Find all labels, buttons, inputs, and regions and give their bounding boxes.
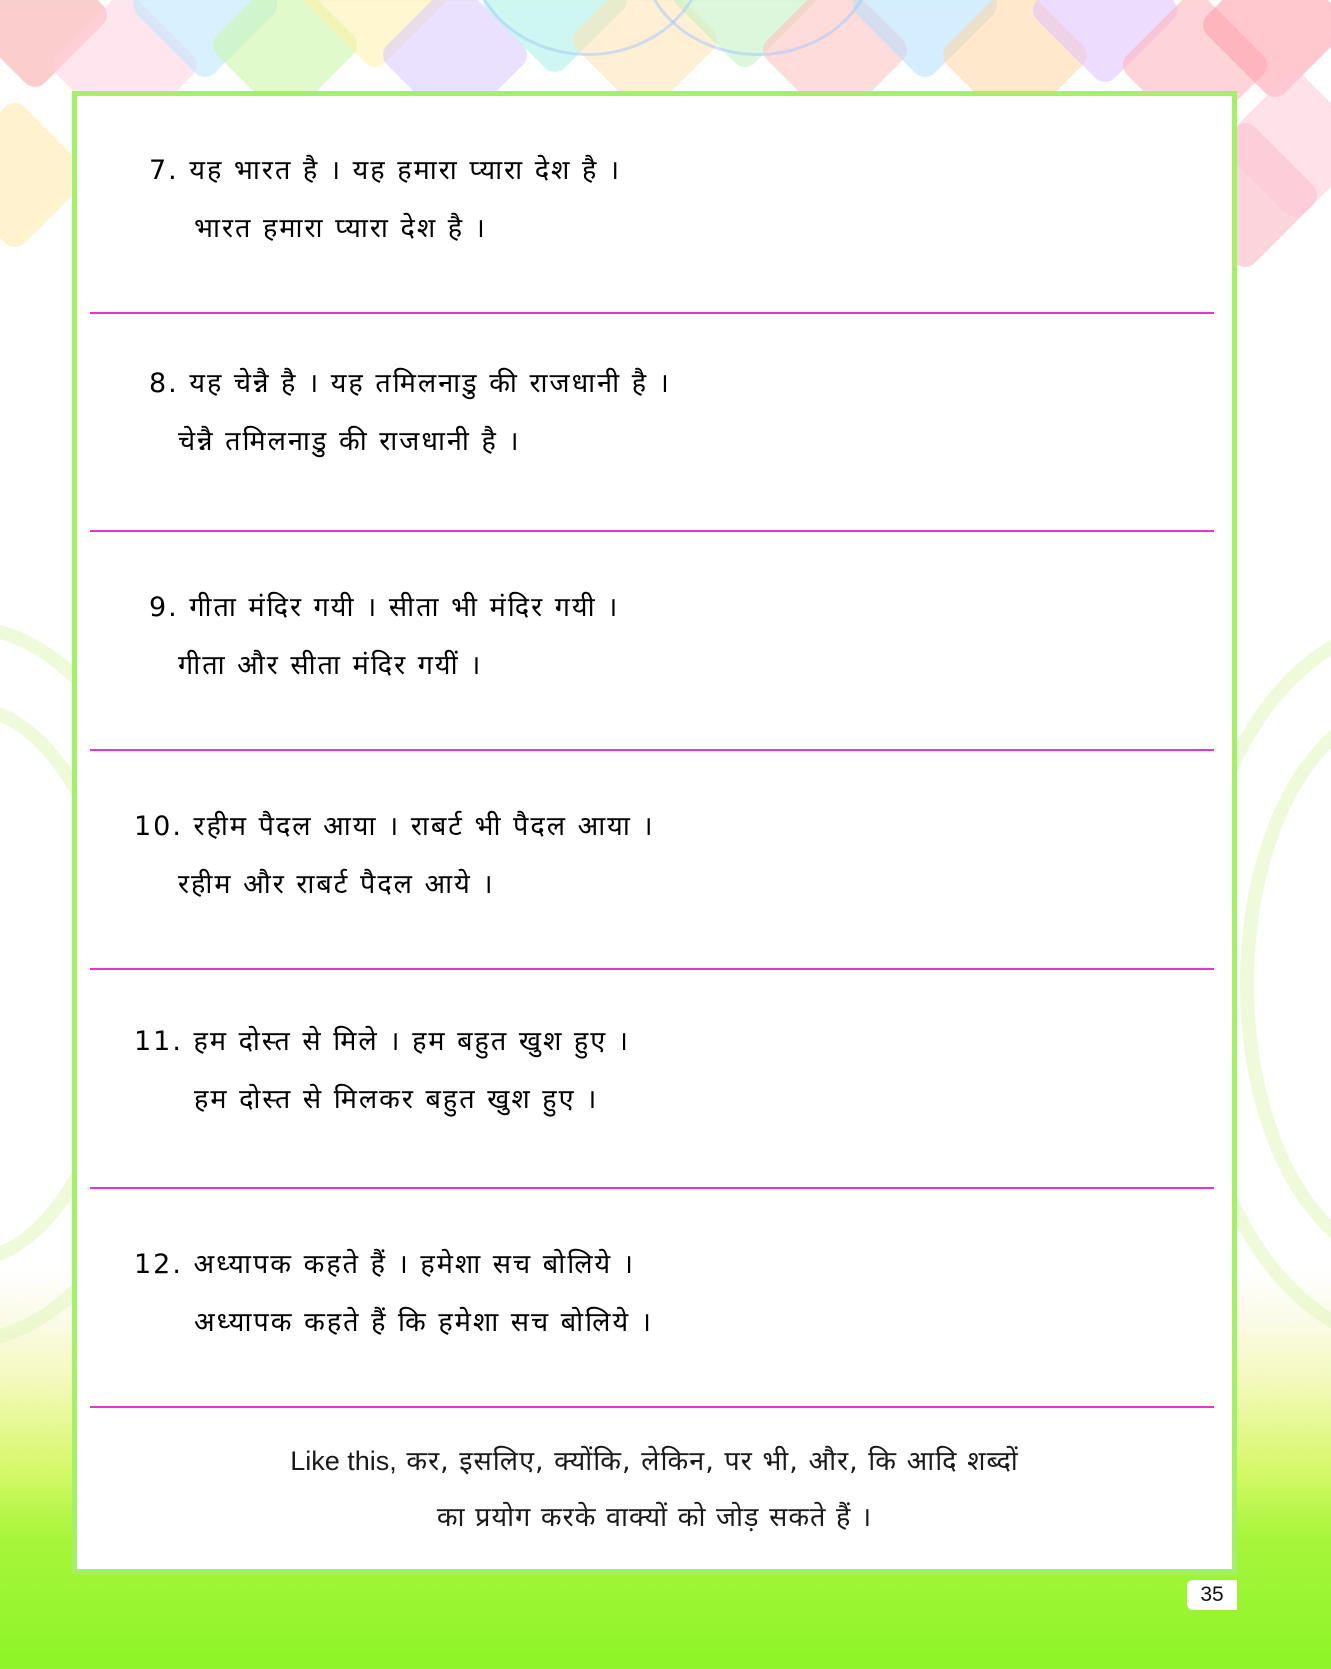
- divider: [90, 312, 1214, 314]
- exercise-question-10: 10. रहीम पैदल आया । राबर्ट भी पैदल आया ।: [134, 811, 655, 842]
- page-number: 35: [1187, 1580, 1237, 1610]
- note-english-text: Like this,: [290, 1446, 397, 1476]
- exercise-question-8: 8. यह चेन्नै है । यह तमिलनाडु की राजधानी है ।: [149, 368, 671, 399]
- exercise-question-11: 11. हम दोस्त से मिले । हम बहुत खुश हुए ।: [134, 1026, 630, 1057]
- divider: [90, 1187, 1214, 1189]
- exercise-answer-8: चेन्नै तमिलनाडु की राजधानी है ।: [178, 426, 521, 457]
- exercise-question-9: 9. गीता मंदिर गयी । सीता भी मंदिर गयी ।: [149, 592, 620, 623]
- exercise-question-7: 7. यह भारत है । यह हमारा प्यारा देश है ।: [149, 155, 622, 186]
- divider: [90, 749, 1214, 751]
- exercise-answer-7: भारत हमारा प्यारा देश है ।: [194, 213, 487, 244]
- exercise-question-12: 12. अध्यापक कहते हैं । हमेशा सच बोलिये ।: [134, 1249, 635, 1280]
- divider: [90, 1406, 1214, 1408]
- conjunction-note-line-1: [77, 1441, 1232, 1478]
- exercise-answer-12: अध्यापक कहते हैं कि हमेशा सच बोलिये ।: [194, 1307, 653, 1338]
- exercise-answer-10: रहीम और राबर्ट पैदल आये ।: [178, 869, 495, 900]
- conjunction-note-line-2: का प्रयोग करके वाक्यों को जोड़ सकते हैं ।: [436, 1502, 873, 1533]
- note-hindi-text: कर, इसलिए, क्योंकि, लेकिन, पर भी, और, कि आदि शब्दों: [396, 1446, 1019, 1477]
- divider: [90, 968, 1214, 970]
- exercise-answer-9: गीता और सीता मंदिर गयीं ।: [178, 650, 483, 681]
- divider: [90, 530, 1214, 532]
- exercise-answer-11: हम दोस्त से मिलकर बहुत खुश हुए ।: [194, 1084, 599, 1115]
- exercise-card: [72, 91, 1237, 1574]
